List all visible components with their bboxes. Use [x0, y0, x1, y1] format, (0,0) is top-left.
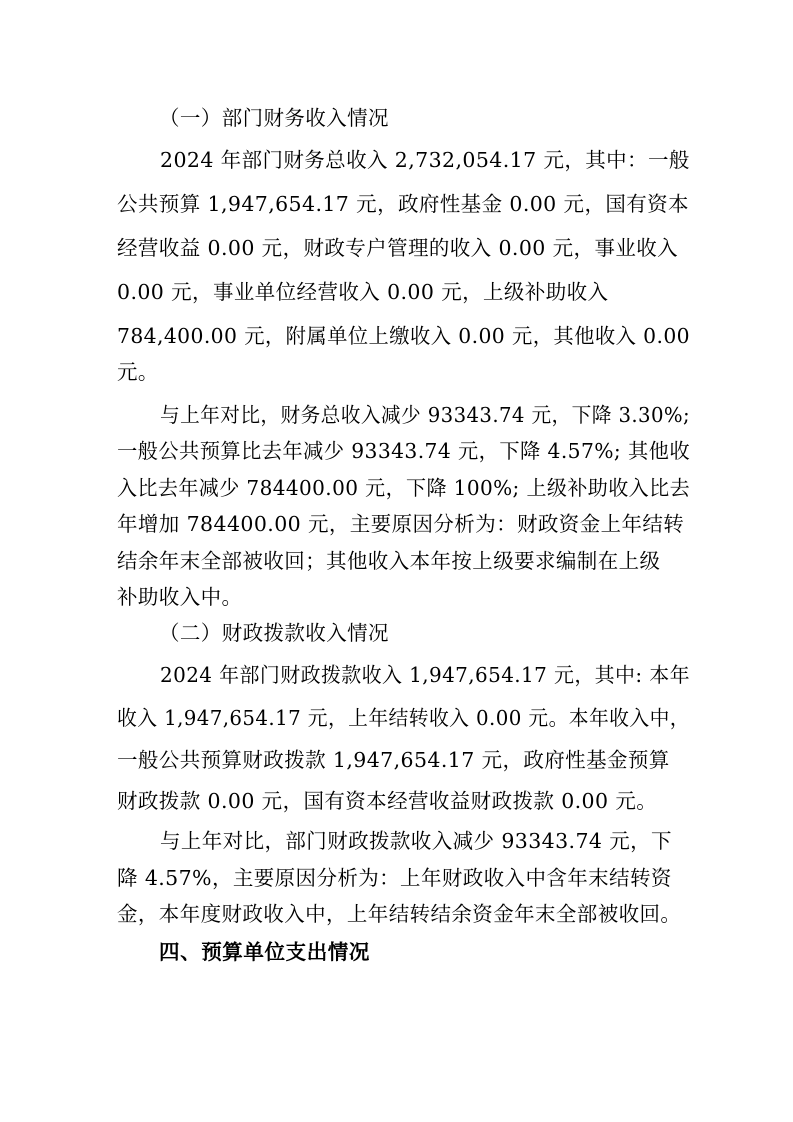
section-heading-unit-expenditure: 四、预算单位支出情况	[159, 940, 370, 964]
section-heading-finance-income: （一）部门财务收入情况	[159, 106, 389, 130]
paragraph-line: 与上年对比，部门财政拨款收入减少 93343.74 元，下	[160, 829, 672, 853]
paragraph-line: 补助收入中。	[117, 585, 243, 609]
paragraph-line: 金，本年度财政收入中，上年结转结余资金年末全部被收回。	[117, 902, 682, 926]
paragraph-line: 入比去年减少 784400.00 元，下降 100%; 上级补助收入比去	[117, 476, 691, 500]
paragraph-line: 降 4.57%，主要原因分析为：上年财政收入中含年末结转资	[117, 866, 672, 890]
paragraph-line: 元。	[117, 360, 159, 384]
paragraph-line: 收入 1,947,654.17 元，上年结转收入 0.00 元。本年收入中，	[117, 706, 690, 730]
paragraph-line: 2024 年部门财政拨款收入 1,947,654.17 元，其中: 本年	[160, 663, 691, 687]
paragraph-line: 0.00 元，事业单位经营收入 0.00 元，上级补助收入	[117, 280, 609, 304]
paragraph-line: 公共预算 1,947,654.17 元，政府性基金 0.00 元，国有资本	[117, 192, 689, 216]
paragraph-line: 与上年对比，财务总收入减少 93343.74 元，下降 3.30%;	[160, 403, 690, 427]
paragraph-line: 一般公共预算财政拨款 1,947,654.17 元，政府性基金预算	[117, 748, 670, 772]
paragraph-line: 经营收益 0.00 元，财政专户管理的收入 0.00 元，事业收入	[117, 236, 679, 260]
paragraph-line: 784,400.00 元，附属单位上缴收入 0.00 元，其他收入 0.00	[117, 324, 691, 348]
paragraph-line: 结余年末全部被收回；其他收入本年按上级要求编制在上级	[117, 549, 661, 573]
paragraph-line: 一般公共预算比去年减少 93343.74 元，下降 4.57%; 其他收	[117, 439, 690, 463]
paragraph-line: 2024 年部门财务总收入 2,732,054.17 元，其中：一般	[160, 148, 690, 172]
paragraph-line: 年增加 784400.00 元，主要原因分析为：财政资金上年结转	[117, 512, 685, 536]
paragraph-line: 财政拨款 0.00 元，国有资本经营收益财政拨款 0.00 元。	[117, 789, 658, 813]
section-heading-appropriation-income: （二）财政拨款收入情况	[159, 621, 389, 645]
